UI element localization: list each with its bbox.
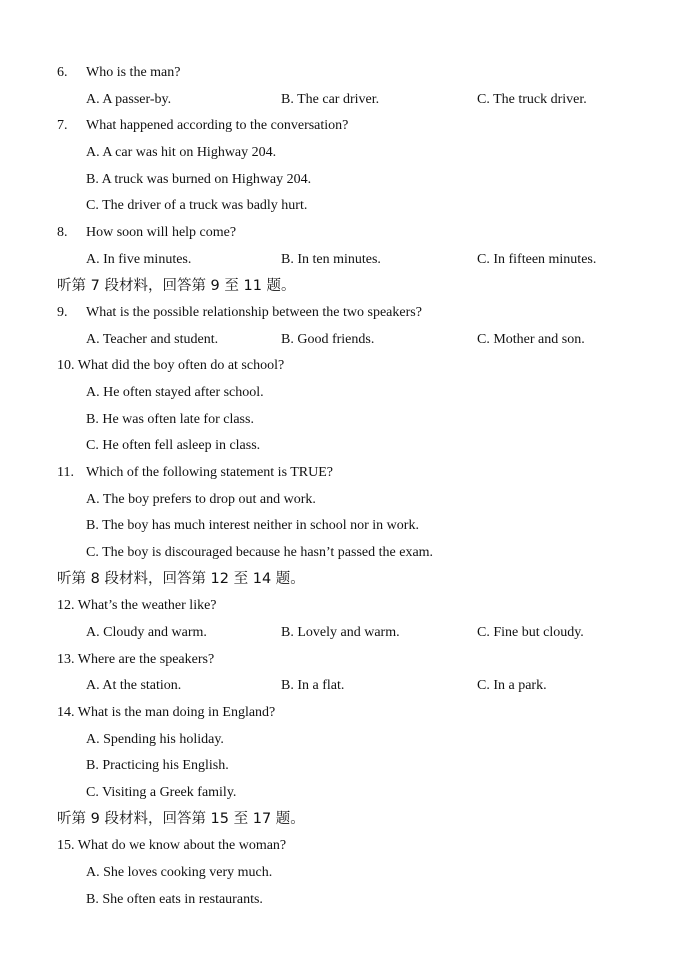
- question-number: 6.: [57, 65, 68, 80]
- section-instruction: 听第 9 段材料，回答第 15 至 17 题。: [57, 811, 305, 827]
- section-instruction: 听第 7 段材料，回答第 9 至 11 题。: [57, 278, 296, 294]
- option-c: C. The boy is discouraged because he hasn’t passed the exam.: [86, 545, 434, 560]
- option-b: B. In a flat.: [281, 678, 345, 693]
- option-a: A. In five minutes.: [86, 252, 192, 267]
- option-c: C. Mother and son.: [477, 332, 585, 347]
- option-b: B. In ten minutes.: [281, 252, 381, 267]
- section-instruction: 听第 8 段材料，回答第 12 至 14 题。: [57, 571, 305, 587]
- question-text: 13. Where are the speakers?: [57, 652, 215, 667]
- option-b: B. Practicing his English.: [86, 758, 229, 773]
- option-c: C. In fifteen minutes.: [477, 252, 597, 267]
- option-a: A. The boy prefers to drop out and work.: [86, 492, 316, 507]
- question-text: What happened according to the conversation?: [86, 118, 349, 133]
- option-b: B. The car driver.: [281, 92, 380, 107]
- option-c: C. The driver of a truck was badly hurt.: [86, 198, 308, 213]
- option-b: B. A truck was burned on Highway 204.: [86, 172, 312, 187]
- option-c: C. Fine but cloudy.: [477, 625, 584, 640]
- question-text: 14. What is the man doing in England?: [57, 705, 276, 720]
- option-b: B. She often eats in restaurants.: [86, 892, 263, 907]
- option-a: A. A passer-by.: [86, 92, 172, 107]
- question-text: 12. What’s the weather like?: [57, 598, 217, 613]
- question-text: Who is the man?: [86, 65, 181, 80]
- option-a: A. A car was hit on Highway 204.: [86, 145, 277, 160]
- option-a: A. He often stayed after school.: [86, 385, 264, 400]
- question-number: 9.: [57, 305, 68, 320]
- option-a: A. Cloudy and warm.: [86, 625, 207, 640]
- question-number: 11.: [57, 465, 74, 480]
- question-text: What is the possible relationship between the two speakers?: [86, 305, 422, 320]
- option-a: A. Spending his holiday.: [86, 732, 224, 747]
- option-c: C. He often fell asleep in class.: [86, 438, 261, 453]
- option-a: A. At the station.: [86, 678, 182, 693]
- option-c: C. The truck driver.: [477, 92, 587, 107]
- option-c: C. In a park.: [477, 678, 547, 693]
- option-b: B. The boy has much interest neither in school nor in work.: [86, 518, 419, 533]
- option-a: A. She loves cooking very much.: [86, 865, 273, 880]
- question-text: 10. What did the boy often do at school?: [57, 358, 285, 373]
- option-b: B. Lovely and warm.: [281, 625, 400, 640]
- question-text: Which of the following statement is TRUE?: [86, 465, 334, 480]
- option-c: C. Visiting a Greek family.: [86, 785, 237, 800]
- question-number: 7.: [57, 118, 68, 133]
- question-text: How soon will help come?: [86, 225, 237, 240]
- option-b: B. Good friends.: [281, 332, 375, 347]
- question-text: 15. What do we know about the woman?: [57, 838, 287, 853]
- option-a: A. Teacher and student.: [86, 332, 219, 347]
- option-b: B. He was often late for class.: [86, 412, 254, 427]
- question-number: 8.: [57, 225, 68, 240]
